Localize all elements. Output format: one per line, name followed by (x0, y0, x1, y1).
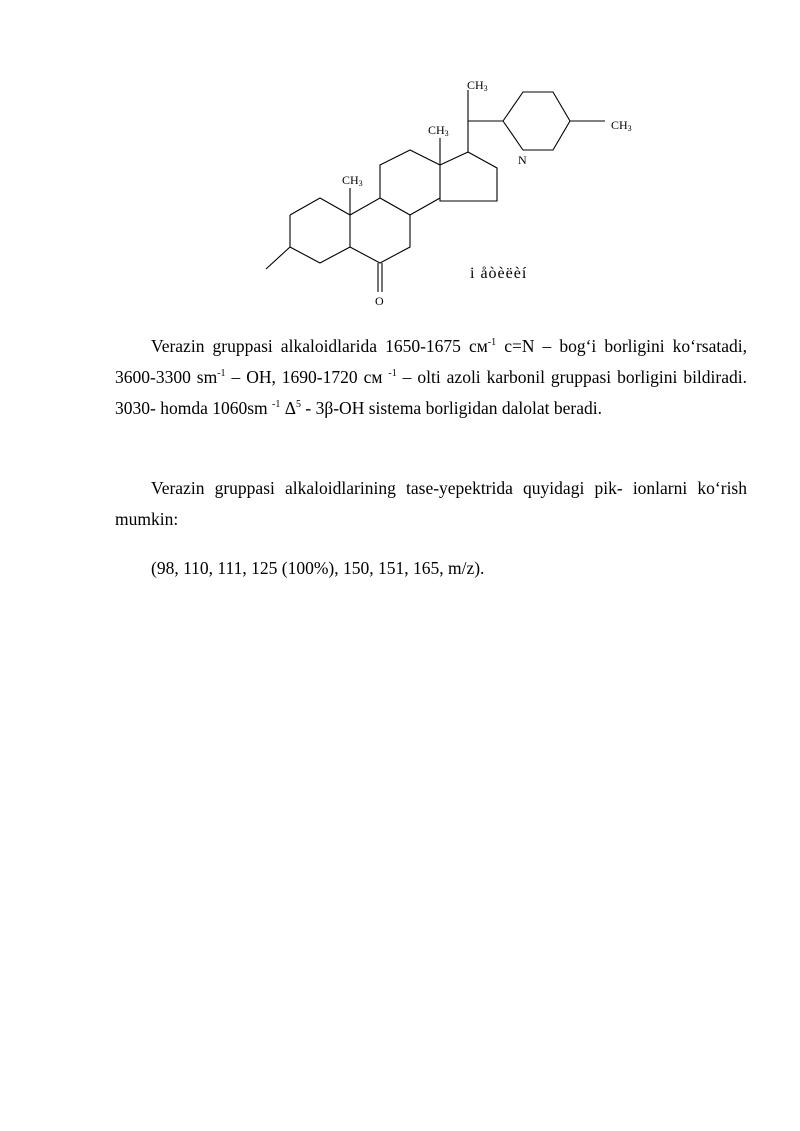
ring-d (440, 152, 497, 201)
p1-text-2: c=N – bog‘i borligini ko‘rsatadi, 3600-3300 sm (115, 336, 747, 387)
p1-sup-3: -1 (388, 368, 397, 380)
p3-text: (98, 110, 111, 125 (100%), 150, 151, 165, m/z). (151, 558, 485, 578)
p1-sup-1: -1 (487, 337, 497, 349)
ch3-label-c13: $CH_3$ (428, 123, 449, 138)
p1-sup-2: -1 (217, 368, 226, 380)
ring-b (350, 198, 410, 263)
piperidine-ring (503, 92, 570, 150)
ring-c (380, 150, 440, 215)
nitrogen-atom-label: N (518, 153, 527, 167)
p1-text-1: Verazin gruppasi alkaloidlarida 1650-1675 см (151, 336, 488, 356)
oxygen-atom-label: O (375, 294, 384, 308)
p1-text-3: – OH, 1690-1720 см (225, 367, 389, 387)
ring-a (290, 198, 350, 263)
paragraph-3 (115, 553, 747, 584)
p1-text-4: – olti azoli karbonil gruppasi borligini bildiradi. 3030- homda 1060sm (115, 367, 747, 418)
steroid-structure-figure (0, 0, 800, 320)
ch3-label-piperidine: $CH_3$ (611, 118, 632, 133)
p1-sup-4: -1 (272, 399, 281, 411)
p1-text-6: - 3β-OH sistema borligidan dalolat beradi. (301, 398, 602, 418)
ch3-label-c10: $CH_3$ (342, 173, 363, 188)
p1-sup-5: 5 (296, 399, 301, 411)
structural-formula (0, 0, 800, 320)
ring-a-methyl-bond (266, 247, 290, 269)
paragraph-1 (115, 331, 747, 424)
ch3-label-side-chain: $CH_3$ (467, 78, 488, 93)
p1-text-5: Δ (280, 398, 296, 418)
p2-text: Verazin gruppasi alkaloidlarining tase-yepektrida quyidagi pik- ionlarni ko‘rish mumkin: (115, 478, 747, 529)
paragraph-2 (115, 473, 747, 535)
figure-caption: i åòèëèí (470, 265, 528, 282)
